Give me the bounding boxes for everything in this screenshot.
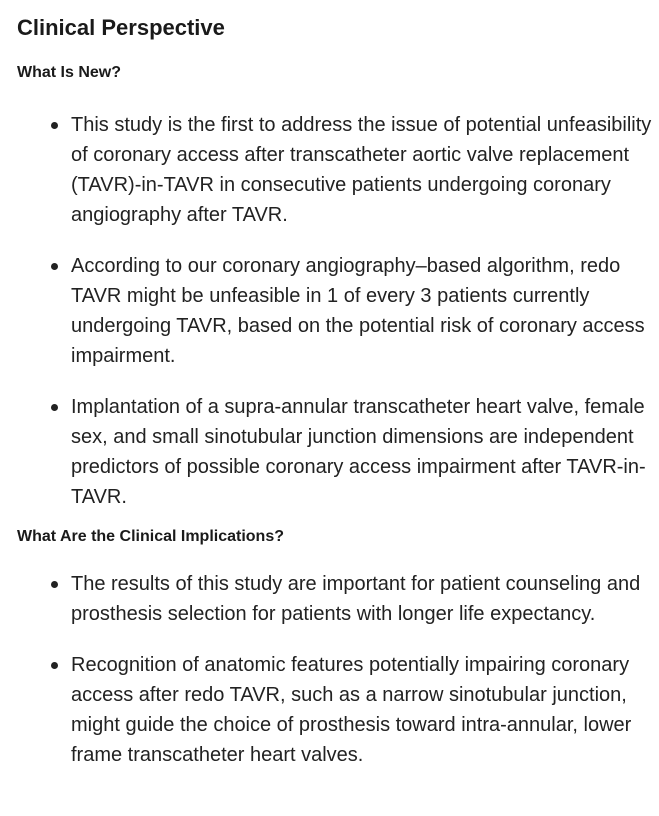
list-item: This study is the first to address the issue of potential unfeasibility of coronary access after transcatheter aortic valve replacement (TAVR)-in-TAVR in consecutive patients undergoing coronary angiography after TAVR. [17,110,659,230]
page-title: Clinical Perspective [17,15,225,40]
section-heading-clinical-implications: What Are the Clinical Implications? [17,528,284,545]
list-item: The results of this study are important for patient counseling and prosthesis selection for patients with longer life expectancy. [17,569,659,629]
clinical-implications-list [17,569,659,770]
list-item: Implantation of a supra-annular transcatheter heart valve, female sex, and small sinotubular junction dimensions are independent predictors of possible coronary access impairment after TAVR-in-TAVR. [17,392,659,512]
what-is-new-list [17,110,659,512]
section-heading-what-is-new: What Is New? [17,64,122,81]
list-item: According to our coronary angiography–based algorithm, redo TAVR might be unfeasible in 1 of every 3 patients currently undergoing TAVR, based on the potential risk of coronary access impairment. [17,251,659,371]
list-item: Recognition of anatomic features potentially impairing coronary access after redo TAVR, such as a narrow sinotubular junction, might guide the choice of prosthesis toward intra-annular, lower frame transcatheter heart valves. [17,650,659,770]
